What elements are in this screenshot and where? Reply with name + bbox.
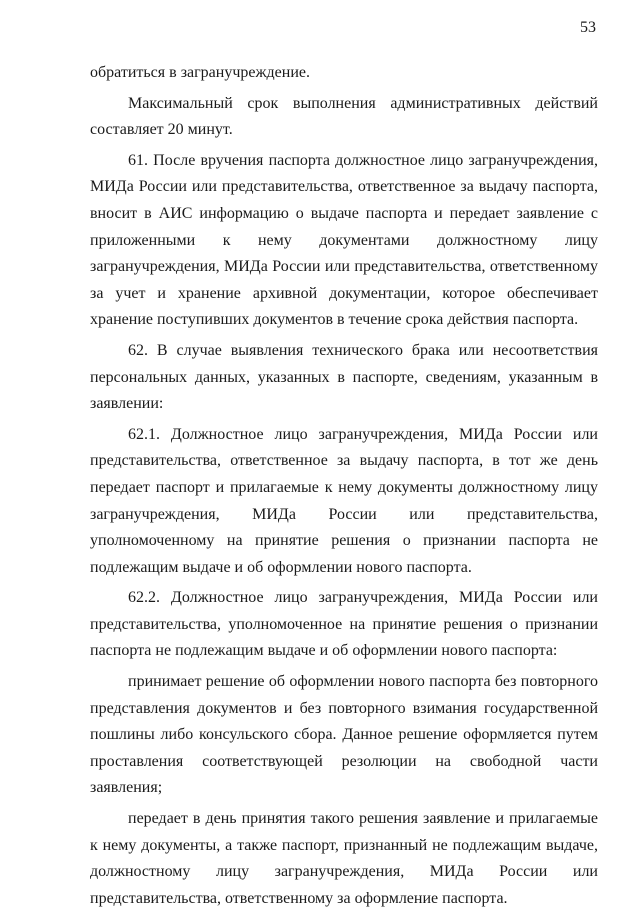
paragraph-max-time: Максимальный срок выполнения административных действий составляет 20 минут. — [90, 94, 598, 139]
paragraph-continuation: обратиться в загранучреждение. — [90, 64, 311, 81]
paragraph-62-1: 62.1. Должностное лицо загранучреждения, МИДа России или представительства, ответственное за выдачу паспорта, в тот же день передает паспорт и прилагаемые к нему документы должностному лицу загранучреждения, МИДа России или представительства, уполномоченному на принятие решения о признании паспорта не подлежащим выдаче и об оформлении нового паспорта. — [90, 425, 598, 576]
paragraph-decision: принимает решение об оформлении нового паспорта без повторного представления документов и без повторного взимания государственной пошлины либо консульского сбора. Данное решение оформляется путем проставления соответствующей резолюции на свободной части заявления; — [90, 673, 598, 797]
paragraph-transfer: передает в день принятия такого решения заявление и прилагаемые к нему документы, а также паспорт, признанный не подлежащим выдаче, должностному лицу загранучреждения, МИДа России или представительства, ответственному за оформление паспорта. — [90, 810, 598, 907]
paragraph-62: 62. В случае выявления технического брака или несоответствия персональных данных, указанных в паспорте, сведениям, указанным в заявлении: — [90, 341, 598, 413]
page-number: 53 — [580, 19, 596, 36]
paragraph-61: 61. После вручения паспорта должностное лицо загранучреждения, МИДа России или представительства, ответственное за выдачу паспорта, вносит в АИС информацию о выдаче паспорта и передает заявление с приложенными к нему документами должностному лицу загранучреждения, МИДа России или представительства, ответственному за учет и хранение архивной документации, которое обеспечивает хранение поступивших документов в течение срока действия паспорта. — [90, 151, 598, 329]
document-body — [90, 60, 598, 912]
paragraph-62-2: 62.2. Должностное лицо загранучреждения, МИДа России или представительства, уполномоченное на принятие решения о признании паспорта не подлежащим выдаче и об оформлении нового паспорта: — [90, 589, 598, 660]
